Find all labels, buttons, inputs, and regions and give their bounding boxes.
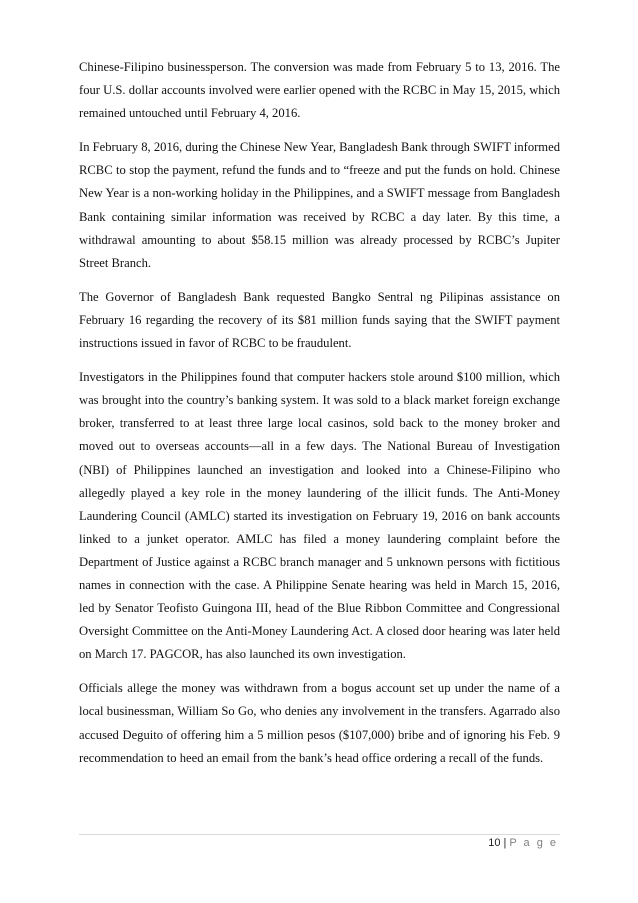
paragraph-investigation: Investigators in the Philippines found that computer hackers stole around $100 million, which was brought into the country’s banking system. It was sold to a black market foreign exchange broker, transferred to at least three large local casinos, sold back to the money broker and moved out to overseas accounts—all in a few days. The National Bureau of Investigation (NBI) of Philippines launched an investigation and looked into a Chinese-Filipino who allegedly played a key role in the money laundering of the illicit funds. The Anti-Money Laundering Council (AMLC) started its investigation on February 19, 2016 on bank accounts linked to a junket operator. AMLC has filed a money laundering complaint before the Department of Justice against a RCBC branch manager and 5 unknown persons with fictitious names in connection with the case. A Philippine Senate hearing was held in March 15, 2016, led by Senator Teofisto Guingona III, head of the Blue Ribbon Committee and Congressional Oversight Committee on the Anti-Money Laundering Act. A closed door hearing was later held on March 17. PAGCOR, has also launched its own investigation.: [79, 370, 560, 662]
paragraph-conversion: Chinese-Filipino businessperson. The conversion was made from February 5 to 13, 2016. The four U.S. dollar accounts involved were earlier opened with the RCBC in May 15, 2015, which remained untouched until February 4, 2016.: [79, 60, 560, 121]
page-number: 10: [488, 837, 501, 849]
footer-separator: |: [503, 837, 507, 849]
paragraph-officials: Officials allege the money was withdrawn from a bogus account set up under the name of a local businessman, William So Go, who denies any involvement in the transfers. Agarrado also accused Deguito of offering him a 5 million pesos ($107,000) bribe and of ignoring his Feb. 9 recommendation to heed an email from the bank’s head office ordering a recall of the funds.: [79, 681, 560, 765]
footer-divider: [79, 834, 560, 835]
paragraph-governor-request: The Governor of Bangladesh Bank requested Bangko Sentral ng Pilipinas assistance on February 16 regarding the recovery of its $81 million funds saying that the SWIFT payment instructions issued in favor of RCBC to be fraudulent.: [79, 289, 560, 351]
page-label: P a g e: [509, 837, 558, 849]
paragraph-swift-notice: In February 8, 2016, during the Chinese New Year, Bangladesh Bank through SWIFT informed RCBC to stop the payment, refund the funds and to “freeze and put the funds on hold. Chinese New Year is a non-working holiday in the Philippines, and a SWIFT message from Bangladesh Bank containing similar information was received by RCBC a day later. By this time, a withdrawal amounting to about $58.15 million was already processed by RCBC’s Jupiter Street Branch.: [79, 140, 560, 270]
document-body: [79, 56, 560, 781]
page-footer: [488, 837, 558, 849]
